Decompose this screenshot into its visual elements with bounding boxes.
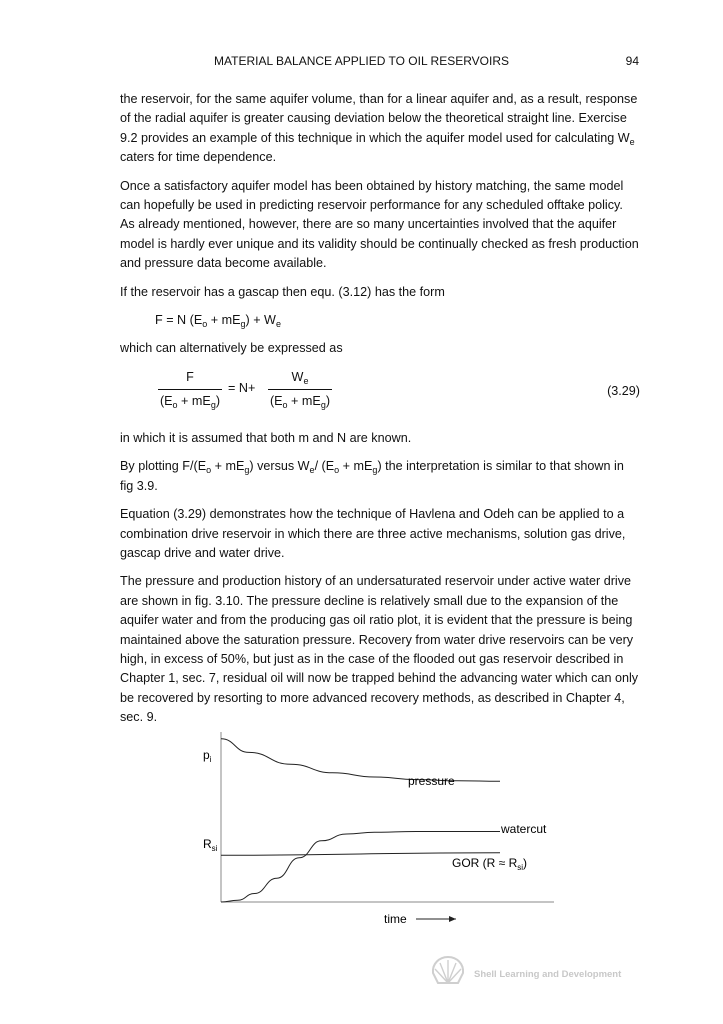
footer-branding [430,954,640,990]
paragraph-3: If the reservoir has a gascap then equ. (3.12) has the form [120,284,445,299]
equation-3-29 [120,368,640,420]
paragraph-1: the reservoir, for the same aquifer volume, than for a linear aquifer and, as a result, response of the radial aquifer is greater causing deviation below the theoretical straight line. Exercise 9.2 provides an example of this technique in which the aquifer model used for calculating $W_e$ caters for time dependence. [120,92,638,165]
shell-logo-icon [430,954,466,988]
label-pressure: pressure [408,774,455,788]
equation-number: (3.29) [607,383,640,398]
fraction-left-numerator: F [158,368,222,390]
y-tick-pi: $p_i$ [203,748,212,764]
fraction-right-numerator: $W_e$ [268,368,332,390]
fraction-right-denominator: $(E_o + mE_g)$ [269,394,331,411]
page-body [120,90,640,737]
reservoir-history-chart [190,732,560,932]
series-pressure-line [221,739,500,782]
paragraph-5: in which it is assumed that both m and N are known. [120,430,412,445]
paragraph-6: By plotting $F/(E_o + mE_g)$ versus $W_e/$ $(E_o + mE_g)$ the interpretation is similar to that shown in fig 3.9. [120,459,624,493]
fraction-left [158,368,222,412]
paragraph-4: which can alternatively be expressed as [120,341,343,356]
y-tick-rsi: $R_{si}$ [203,837,218,853]
paragraph-2: Once a satisfactory aquifer model has been obtained by history matching, the same model can hopefully be used in predicting reservoir performance for any scheduled offtake policy. As already mentioned, however, there are so many uncertainties involved that the aquifer model is hardly ever unique and its validity should be continually checked as fresh production and pressure data become available. [120,178,639,271]
paragraph-8: The pressure and production history of an undersaturated reservoir under active water drive are shown in fig. 3.10. The pressure decline is relatively small due to the expansion of the aquifer water and from the producing gas oil ratio plot, it is evident that the pressure is being maintained above the saturation pressure. Recovery from water drive reservoirs can be very high, in excess of 50%, but just as in the case of the flooded out gas reservoir described in Chapter 1, sec. 7, residual oil will now be trapped behind the advancing water which can only be recovered by resorting to more advanced recovery methods, as described in Chapter 4, sec. 9. [120,574,639,725]
footer-text: Shell Learning and Development [474,969,622,980]
x-axis-label: time [384,912,407,926]
fraction-left-denominator: $(E_o + mE_g)$ [159,394,221,411]
label-gor: GOR $(R \approx R_{si})$ [452,856,528,872]
equation-gascap: F = N $(E_o + mE_g) + W_e$ [155,313,281,330]
fraction-right [268,368,332,412]
time-arrow-head [449,916,456,922]
series-gor-line [221,853,500,856]
label-watercut: watercut [501,822,547,836]
page-header [0,54,723,72]
paragraph-7: Equation (3.29) demonstrates how the technique of Havlena and Odeh can be applied to a combination drive reservoir in which there are three active mechanisms, solution gas drive, gascap drive and water drive. [120,507,626,560]
equation-equals: = N+ [228,380,256,395]
page-number: 94 [625,54,639,68]
header-title: MATERIAL BALANCE APPLIED TO OIL RESERVOIRS [214,54,509,68]
